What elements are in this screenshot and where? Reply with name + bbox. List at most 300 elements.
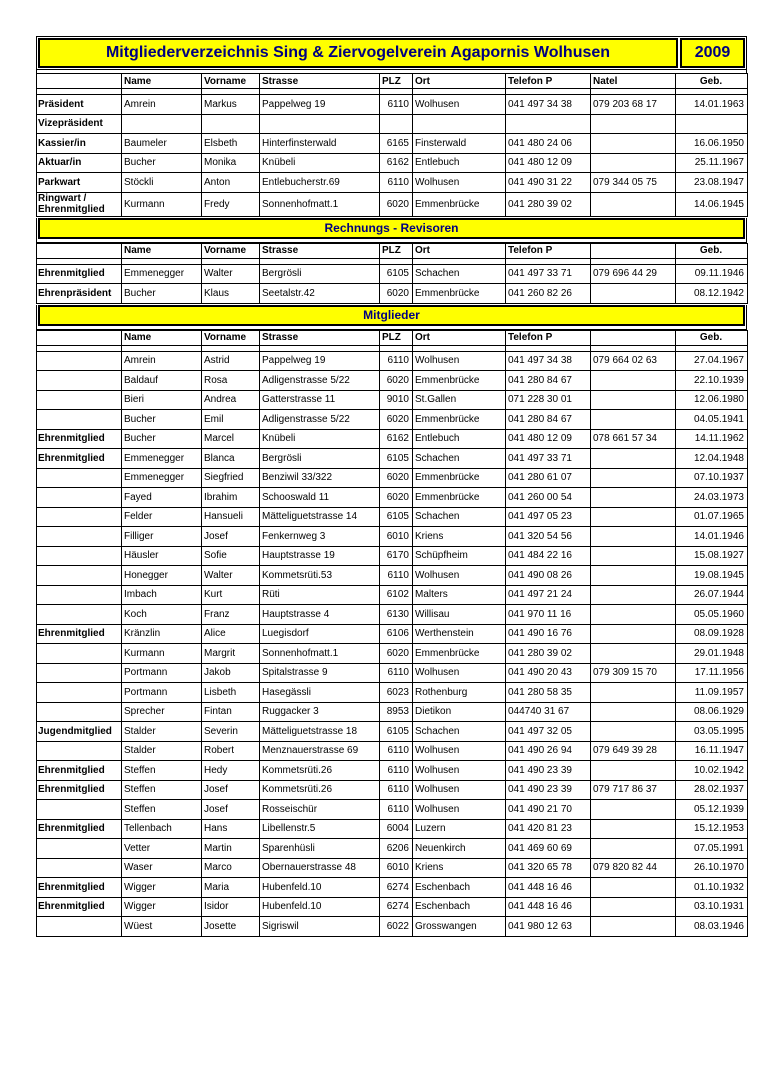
- table-row: [37, 284, 748, 304]
- cell-plz: 6105: [380, 722, 413, 742]
- table-row: [37, 173, 748, 193]
- table-row: [37, 546, 748, 566]
- cell-natel: [591, 683, 676, 703]
- cell-telefon: 041 490 21 70: [506, 800, 591, 820]
- cell-strasse: Libellenstr.5: [260, 819, 380, 839]
- cell-telefon: 041 980 12 63: [506, 917, 591, 937]
- cell-name: Sprecher: [122, 702, 202, 722]
- cell-name: Tellenbach: [122, 819, 202, 839]
- table-row: [37, 468, 748, 488]
- cell-geb: 08.09.1928: [676, 624, 748, 644]
- cell-geb: 29.01.1948: [676, 644, 748, 664]
- cell-strasse: Kommetsrüti.26: [260, 780, 380, 800]
- cell-vorname: Kurt: [202, 585, 260, 605]
- cell-ort: Schüpfheim: [413, 546, 506, 566]
- member-directory-sheet: [36, 36, 747, 937]
- cell-geb: 08.06.1929: [676, 702, 748, 722]
- cell-plz: 6105: [380, 264, 413, 284]
- cell-strasse: Kommetsrüti.26: [260, 761, 380, 781]
- table-row: [37, 351, 748, 371]
- cell-vorname: Andrea: [202, 390, 260, 410]
- cell-geb: 14.11.1962: [676, 429, 748, 449]
- cell-vorname: Isidor: [202, 897, 260, 917]
- cell-geb: 11.09.1957: [676, 683, 748, 703]
- cell-name: Steffen: [122, 761, 202, 781]
- cell-telefon: 041 490 31 22: [506, 173, 591, 193]
- cell-plz: 6105: [380, 507, 413, 527]
- cell-plz: 6020: [380, 284, 413, 304]
- cell-role: [37, 839, 122, 859]
- cell-vorname: Blanca: [202, 449, 260, 469]
- cell-geb: 17.11.1956: [676, 663, 748, 683]
- cell-telefon: 041 280 39 02: [506, 644, 591, 664]
- cell-plz: 6110: [380, 663, 413, 683]
- header-natel: Natel: [591, 74, 676, 89]
- cell-name: Emmenegger: [122, 468, 202, 488]
- cell-natel: [591, 819, 676, 839]
- cell-telefon: 041 480 12 09: [506, 153, 591, 173]
- cell-name: Baldauf: [122, 371, 202, 391]
- cell-strasse: Sonnenhofmatt.1: [260, 192, 380, 216]
- cell-plz: 6004: [380, 819, 413, 839]
- cell-ort: Wolhusen: [413, 780, 506, 800]
- cell-role: Ehrenmitglied: [37, 819, 122, 839]
- cell-ort: Dietikon: [413, 702, 506, 722]
- cell-role: Ehrenmitglied: [37, 624, 122, 644]
- cell-strasse: Mätteliguetstrasse 18: [260, 722, 380, 742]
- cell-natel: [591, 761, 676, 781]
- cell-telefon: 041 260 82 26: [506, 284, 591, 304]
- cell-strasse: Rosseischür: [260, 800, 380, 820]
- cell-ort: Werthenstein: [413, 624, 506, 644]
- cell-telefon: 041 490 26 94: [506, 741, 591, 761]
- cell-plz: 6105: [380, 449, 413, 469]
- cell-role: [37, 468, 122, 488]
- cell-role: [37, 741, 122, 761]
- table-row: [37, 819, 748, 839]
- table-row: [37, 761, 748, 781]
- cell-role: [37, 585, 122, 605]
- cell-ort: Emmenbrücke: [413, 192, 506, 216]
- header-telefon: Telefon P: [506, 243, 591, 258]
- cell-vorname: Monika: [202, 153, 260, 173]
- cell-geb: 16.06.1950: [676, 134, 748, 154]
- table-row: [37, 488, 748, 508]
- cell-name: Wigger: [122, 897, 202, 917]
- cell-plz: 6170: [380, 546, 413, 566]
- cell-role: [37, 351, 122, 371]
- cell-natel: [591, 371, 676, 391]
- cell-geb: 12.04.1948: [676, 449, 748, 469]
- cell-plz: 6010: [380, 858, 413, 878]
- cell-strasse: Adligenstrasse 5/22: [260, 410, 380, 430]
- cell-role: [37, 644, 122, 664]
- cell-natel: [591, 488, 676, 508]
- cell-strasse: Sparenhüsli: [260, 839, 380, 859]
- cell-ort: Schachen: [413, 264, 506, 284]
- header-role: [37, 243, 122, 258]
- table-row: [37, 449, 748, 469]
- cell-natel: [591, 546, 676, 566]
- cell-telefon: 041 490 20 43: [506, 663, 591, 683]
- header-role: [37, 74, 122, 89]
- header-plz: PLZ: [380, 74, 413, 89]
- cell-natel: [591, 153, 676, 173]
- cell-telefon: 041 480 12 09: [506, 429, 591, 449]
- cell-strasse: Hubenfeld.10: [260, 878, 380, 898]
- cell-ort: Wolhusen: [413, 95, 506, 115]
- cell-telefon: 041 320 54 56: [506, 527, 591, 547]
- cell-geb: 07.10.1937: [676, 468, 748, 488]
- cell-geb: 14.01.1963: [676, 95, 748, 115]
- cell-vorname: Rosa: [202, 371, 260, 391]
- cell-vorname: Martin: [202, 839, 260, 859]
- cell-plz: 6020: [380, 488, 413, 508]
- cell-role: [37, 663, 122, 683]
- table-row: [37, 410, 748, 430]
- cell-geb: 24.03.1973: [676, 488, 748, 508]
- cell-telefon: 041 490 08 26: [506, 566, 591, 586]
- table-row: [37, 780, 748, 800]
- cell-ort: Neuenkirch: [413, 839, 506, 859]
- cell-vorname: Hansueli: [202, 507, 260, 527]
- cell-plz: 6020: [380, 644, 413, 664]
- cell-ort: Finsterwald: [413, 134, 506, 154]
- vorstand-table: [36, 73, 748, 217]
- cell-natel: [591, 605, 676, 625]
- column-header-row: [37, 330, 748, 345]
- cell-geb: 19.08.1945: [676, 566, 748, 586]
- cell-plz: 6102: [380, 585, 413, 605]
- cell-strasse: Bergrösli: [260, 264, 380, 284]
- header-blank: [591, 243, 676, 258]
- cell-geb: 16.11.1947: [676, 741, 748, 761]
- cell-strasse: Benziwil 33/322: [260, 468, 380, 488]
- cell-name: Stöckli: [122, 173, 202, 193]
- cell-name: Stalder: [122, 741, 202, 761]
- cell-telefon: 041 497 34 38: [506, 95, 591, 115]
- cell-name: Portmann: [122, 683, 202, 703]
- cell-ort: Malters: [413, 585, 506, 605]
- cell-role: [37, 371, 122, 391]
- cell-vorname: Fredy: [202, 192, 260, 216]
- table-row: [37, 192, 748, 216]
- table-row: [37, 858, 748, 878]
- cell-geb: 28.02.1937: [676, 780, 748, 800]
- cell-strasse: Bergrösli: [260, 449, 380, 469]
- cell-ort: Schachen: [413, 507, 506, 527]
- cell-name: Kurmann: [122, 644, 202, 664]
- cell-name: Waser: [122, 858, 202, 878]
- cell-ort: Eschenbach: [413, 897, 506, 917]
- cell-telefon: 041 260 00 54: [506, 488, 591, 508]
- cell-plz: 6110: [380, 566, 413, 586]
- cell-telefon: 041 469 60 69: [506, 839, 591, 859]
- header-ort: Ort: [413, 243, 506, 258]
- cell-geb: 12.06.1980: [676, 390, 748, 410]
- table-row: [37, 878, 748, 898]
- cell-strasse: Menznauerstrasse 69: [260, 741, 380, 761]
- cell-role: Ringwart / Ehrenmitglied: [37, 192, 122, 216]
- cell-natel: [591, 507, 676, 527]
- cell-role: Präsident: [37, 95, 122, 115]
- table-row: [37, 683, 748, 703]
- cell-natel: [591, 114, 676, 134]
- cell-plz: 6110: [380, 741, 413, 761]
- cell-ort: Kriens: [413, 527, 506, 547]
- header-geb: Geb.: [676, 243, 748, 258]
- cell-vorname: Anton: [202, 173, 260, 193]
- cell-vorname: Fintan: [202, 702, 260, 722]
- table-row: [37, 644, 748, 664]
- cell-strasse: Fenkernweg 3: [260, 527, 380, 547]
- cell-natel: [591, 134, 676, 154]
- cell-natel: [591, 644, 676, 664]
- cell-plz: 6020: [380, 410, 413, 430]
- cell-ort: Entlebuch: [413, 153, 506, 173]
- cell-role: Ehrenmitglied: [37, 761, 122, 781]
- cell-role: Ehrenmitglied: [37, 878, 122, 898]
- cell-role: Ehrenmitglied: [37, 897, 122, 917]
- cell-role: Ehrenpräsident: [37, 284, 122, 304]
- cell-telefon: 041 484 22 16: [506, 546, 591, 566]
- cell-geb: 15.08.1927: [676, 546, 748, 566]
- cell-ort: Wolhusen: [413, 663, 506, 683]
- cell-name: Bucher: [122, 153, 202, 173]
- cell-geb: 26.10.1970: [676, 858, 748, 878]
- cell-role: [37, 858, 122, 878]
- cell-vorname: Marcel: [202, 429, 260, 449]
- header-ort: Ort: [413, 74, 506, 89]
- cell-plz: 6130: [380, 605, 413, 625]
- cell-geb: 25.11.1967: [676, 153, 748, 173]
- cell-telefon: 041 480 24 06: [506, 134, 591, 154]
- cell-vorname: Siegfried: [202, 468, 260, 488]
- header-vorname: Vorname: [202, 243, 260, 258]
- cell-name: Baumeler: [122, 134, 202, 154]
- cell-ort: St.Gallen: [413, 390, 506, 410]
- cell-vorname: Josef: [202, 527, 260, 547]
- mitglieder-title: Mitglieder: [38, 305, 745, 326]
- table-row: [37, 429, 748, 449]
- revisoren-band: [36, 218, 747, 243]
- cell-telefon: 041 497 32 05: [506, 722, 591, 742]
- cell-natel: 079 820 82 44: [591, 858, 676, 878]
- cell-name: Bieri: [122, 390, 202, 410]
- table-row: [37, 800, 748, 820]
- column-header-row: [37, 243, 748, 258]
- header-plz: PLZ: [380, 243, 413, 258]
- cell-ort: Wolhusen: [413, 351, 506, 371]
- cell-telefon: 041 497 05 23: [506, 507, 591, 527]
- cell-ort: Emmenbrücke: [413, 488, 506, 508]
- table-row: [37, 917, 748, 937]
- cell-telefon: 071 228 30 01: [506, 390, 591, 410]
- cell-plz: 6020: [380, 371, 413, 391]
- cell-strasse: Pappelweg 19: [260, 95, 380, 115]
- cell-telefon: 041 497 33 71: [506, 264, 591, 284]
- cell-telefon: 041 448 16 46: [506, 897, 591, 917]
- cell-ort: Schachen: [413, 449, 506, 469]
- cell-strasse: Hauptstrasse 19: [260, 546, 380, 566]
- cell-name: Bucher: [122, 284, 202, 304]
- cell-ort: Schachen: [413, 722, 506, 742]
- year-label: 2009: [680, 38, 745, 68]
- cell-ort: Emmenbrücke: [413, 284, 506, 304]
- cell-name: Emmenegger: [122, 449, 202, 469]
- cell-ort: Kriens: [413, 858, 506, 878]
- table-row: [37, 585, 748, 605]
- cell-natel: [591, 878, 676, 898]
- cell-name: Portmann: [122, 663, 202, 683]
- cell-name: Amrein: [122, 351, 202, 371]
- cell-strasse: Knübeli: [260, 153, 380, 173]
- cell-name: Felder: [122, 507, 202, 527]
- cell-vorname: Emil: [202, 410, 260, 430]
- mitglieder-band: [36, 305, 747, 330]
- cell-name: Wüest: [122, 917, 202, 937]
- cell-geb: 03.10.1931: [676, 897, 748, 917]
- cell-ort: Willisau: [413, 605, 506, 625]
- header-vorname: Vorname: [202, 74, 260, 89]
- cell-ort: Eschenbach: [413, 878, 506, 898]
- cell-plz: 6274: [380, 878, 413, 898]
- header-strasse: Strasse: [260, 243, 380, 258]
- cell-name: Emmenegger: [122, 264, 202, 284]
- cell-geb: 27.04.1967: [676, 351, 748, 371]
- cell-role: [37, 702, 122, 722]
- cell-natel: [591, 917, 676, 937]
- cell-ort: Wolhusen: [413, 741, 506, 761]
- cell-plz: 6020: [380, 468, 413, 488]
- cell-geb: 01.07.1965: [676, 507, 748, 527]
- cell-vorname: Josef: [202, 780, 260, 800]
- cell-plz: [380, 114, 413, 134]
- cell-strasse: Knübeli: [260, 429, 380, 449]
- cell-role: Parkwart: [37, 173, 122, 193]
- cell-role: [37, 507, 122, 527]
- cell-name: Fayed: [122, 488, 202, 508]
- cell-geb: 15.12.1953: [676, 819, 748, 839]
- cell-role: Ehrenmitglied: [37, 429, 122, 449]
- cell-vorname: Walter: [202, 264, 260, 284]
- table-row: [37, 663, 748, 683]
- cell-name: Häusler: [122, 546, 202, 566]
- header-strasse: Strasse: [260, 330, 380, 345]
- cell-ort: Emmenbrücke: [413, 371, 506, 391]
- cell-natel: 079 309 15 70: [591, 663, 676, 683]
- cell-role: Jugendmitglied: [37, 722, 122, 742]
- cell-natel: [591, 390, 676, 410]
- header-name: Name: [122, 74, 202, 89]
- cell-role: Vizepräsident: [37, 114, 122, 134]
- cell-vorname: Walter: [202, 566, 260, 586]
- cell-plz: 6010: [380, 527, 413, 547]
- cell-strasse: Hasegässli: [260, 683, 380, 703]
- table-row: [37, 527, 748, 547]
- cell-role: [37, 605, 122, 625]
- cell-role: [37, 800, 122, 820]
- header-name: Name: [122, 330, 202, 345]
- cell-role: [37, 917, 122, 937]
- cell-natel: [591, 527, 676, 547]
- cell-vorname: Robert: [202, 741, 260, 761]
- table-row: [37, 134, 748, 154]
- cell-natel: 079 717 86 37: [591, 780, 676, 800]
- header-vorname: Vorname: [202, 330, 260, 345]
- cell-telefon: 041 280 61 07: [506, 468, 591, 488]
- cell-plz: 6165: [380, 134, 413, 154]
- cell-natel: [591, 897, 676, 917]
- table-row: [37, 722, 748, 742]
- cell-vorname: Sofie: [202, 546, 260, 566]
- cell-telefon: 041 970 11 16: [506, 605, 591, 625]
- cell-plz: 6022: [380, 917, 413, 937]
- cell-name: Kränzlin: [122, 624, 202, 644]
- header-geb: Geb.: [676, 74, 748, 89]
- cell-ort: Emmenbrücke: [413, 644, 506, 664]
- cell-plz: 6110: [380, 800, 413, 820]
- cell-role: Aktuar/in: [37, 153, 122, 173]
- cell-ort: Wolhusen: [413, 761, 506, 781]
- mitglieder-table: [36, 330, 748, 937]
- cell-strasse: Adligenstrasse 5/22: [260, 371, 380, 391]
- cell-telefon: 041 490 23 39: [506, 761, 591, 781]
- cell-geb: 04.05.1941: [676, 410, 748, 430]
- table-row: [37, 114, 748, 134]
- cell-natel: [591, 410, 676, 430]
- cell-vorname: Hedy: [202, 761, 260, 781]
- cell-name: Steffen: [122, 800, 202, 820]
- table-row: [37, 95, 748, 115]
- cell-name: Bucher: [122, 410, 202, 430]
- cell-name: Vetter: [122, 839, 202, 859]
- cell-telefon: 041 280 58 35: [506, 683, 591, 703]
- cell-strasse: Mätteliguetstrasse 14: [260, 507, 380, 527]
- cell-name: Filliger: [122, 527, 202, 547]
- cell-strasse: Sigriswil: [260, 917, 380, 937]
- cell-natel: [591, 839, 676, 859]
- cell-telefon: 041 497 33 71: [506, 449, 591, 469]
- cell-role: Ehrenmitglied: [37, 780, 122, 800]
- cell-plz: 6162: [380, 153, 413, 173]
- cell-plz: 6110: [380, 780, 413, 800]
- cell-role: [37, 566, 122, 586]
- revisoren-title: Rechnungs - Revisoren: [38, 218, 745, 239]
- cell-natel: [591, 585, 676, 605]
- cell-strasse: Spitalstrasse 9: [260, 663, 380, 683]
- cell-natel: 079 696 44 29: [591, 264, 676, 284]
- table-row: [37, 624, 748, 644]
- cell-geb: 08.03.1946: [676, 917, 748, 937]
- cell-strasse: Hinterfinsterwald: [260, 134, 380, 154]
- cell-telefon: 041 420 81 23: [506, 819, 591, 839]
- cell-name: Stalder: [122, 722, 202, 742]
- cell-role: [37, 683, 122, 703]
- cell-strasse: [260, 114, 380, 134]
- cell-telefon: 041 448 16 46: [506, 878, 591, 898]
- cell-strasse: Gatterstrasse 11: [260, 390, 380, 410]
- cell-geb: 03.05.1995: [676, 722, 748, 742]
- table-row: [37, 605, 748, 625]
- cell-plz: 8953: [380, 702, 413, 722]
- cell-ort: Wolhusen: [413, 566, 506, 586]
- cell-vorname: Lisbeth: [202, 683, 260, 703]
- cell-plz: 6206: [380, 839, 413, 859]
- header-telefon: Telefon P: [506, 330, 591, 345]
- cell-plz: 6274: [380, 897, 413, 917]
- cell-role: [37, 410, 122, 430]
